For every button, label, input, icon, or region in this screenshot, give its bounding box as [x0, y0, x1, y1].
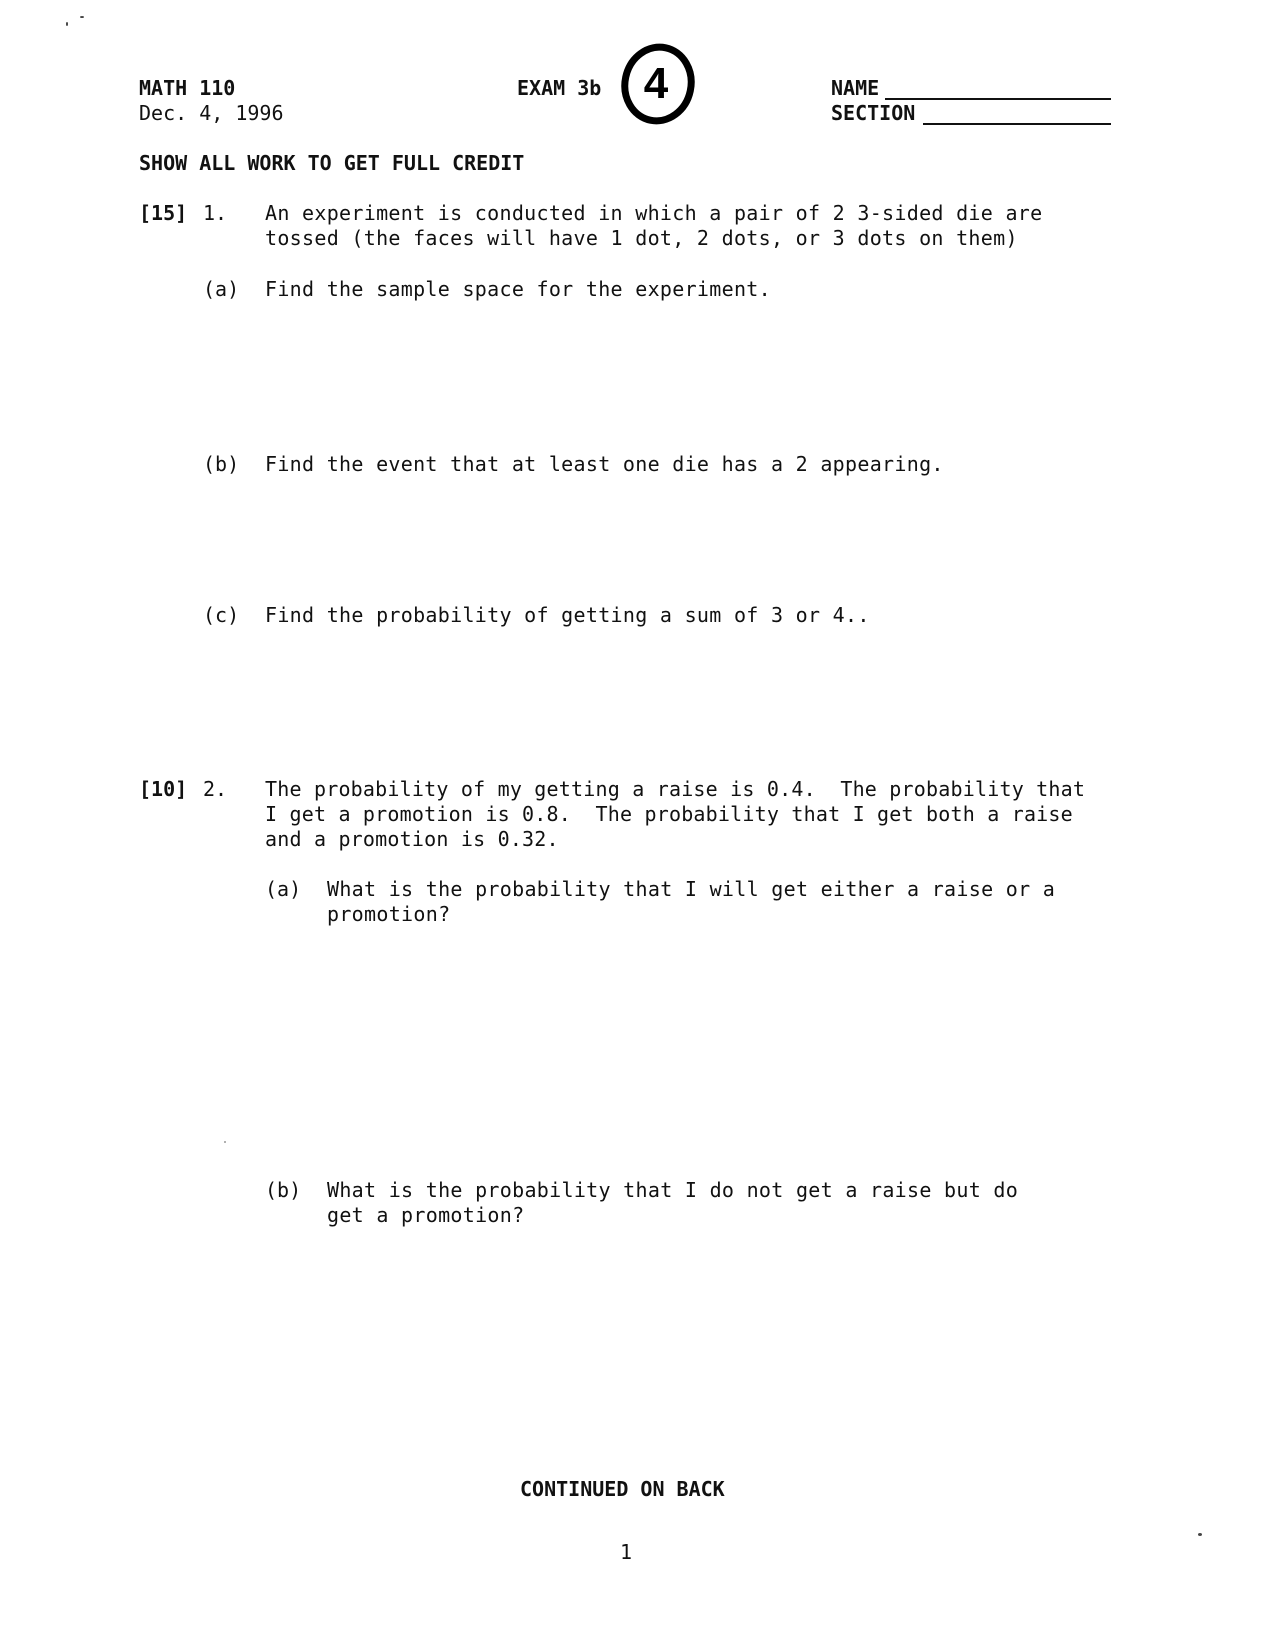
q1-points: [15] [139, 201, 188, 225]
handwritten-circled-number [612, 40, 702, 130]
section-field-line[interactable] [923, 123, 1111, 125]
page-number: 1 [620, 1540, 633, 1564]
q2-text-line1: The probability of my getting a raise is 0.4. The probability that [265, 777, 1086, 801]
q1a-text: Find the sample space for the experiment. [265, 277, 771, 301]
q2a-line2: promotion? [327, 902, 451, 926]
q1-text-line1: An experiment is conducted in which a pair of 2 3-sided die are [265, 201, 1043, 225]
q1-text-line2: tossed (the faces will have 1 dot, 2 dots, or 3 dots on them) [265, 226, 1018, 250]
q2a-label: (a) [265, 877, 302, 901]
scan-speck [66, 22, 68, 26]
name-label: NAME [831, 76, 880, 100]
q2-number: 2. [203, 777, 228, 801]
q1b-label: (b) [203, 452, 240, 476]
exam-date: Dec. 4, 1996 [139, 101, 284, 125]
q1b-text: Find the event that at least one die has a 2 appearing. [265, 452, 944, 476]
name-field-line[interactable] [885, 98, 1111, 100]
scan-speck [80, 16, 84, 18]
q2b-label: (b) [265, 1178, 302, 1202]
scan-speck [224, 1141, 226, 1143]
q2-text-line3: and a promotion is 0.32. [265, 827, 559, 851]
q2b-line1: What is the probability that I do not get a raise but do [327, 1178, 1019, 1202]
q2b-line2: get a promotion? [327, 1203, 525, 1227]
section-label: SECTION [831, 101, 916, 125]
q2-text-line2: I get a promotion is 0.8. The probability that I get both a raise [265, 802, 1073, 826]
q1a-label: (a) [203, 277, 240, 301]
continued-on-back: CONTINUED ON BACK [520, 1477, 725, 1501]
scan-speck [1198, 1533, 1202, 1536]
q1c-text: Find the probability of getting a sum of 3 or 4.. [265, 603, 870, 627]
exam-title: EXAM 3b [517, 76, 602, 100]
handwritten-number: 4 [643, 59, 669, 108]
q2a-line1: What is the probability that I will get either a raise or a [327, 877, 1056, 901]
course-label: MATH 110 [139, 76, 236, 100]
instructions: SHOW ALL WORK TO GET FULL CREDIT [139, 151, 525, 175]
q1c-label: (c) [203, 603, 240, 627]
q1-number: 1. [203, 201, 228, 225]
q2-points: [10] [139, 777, 188, 801]
